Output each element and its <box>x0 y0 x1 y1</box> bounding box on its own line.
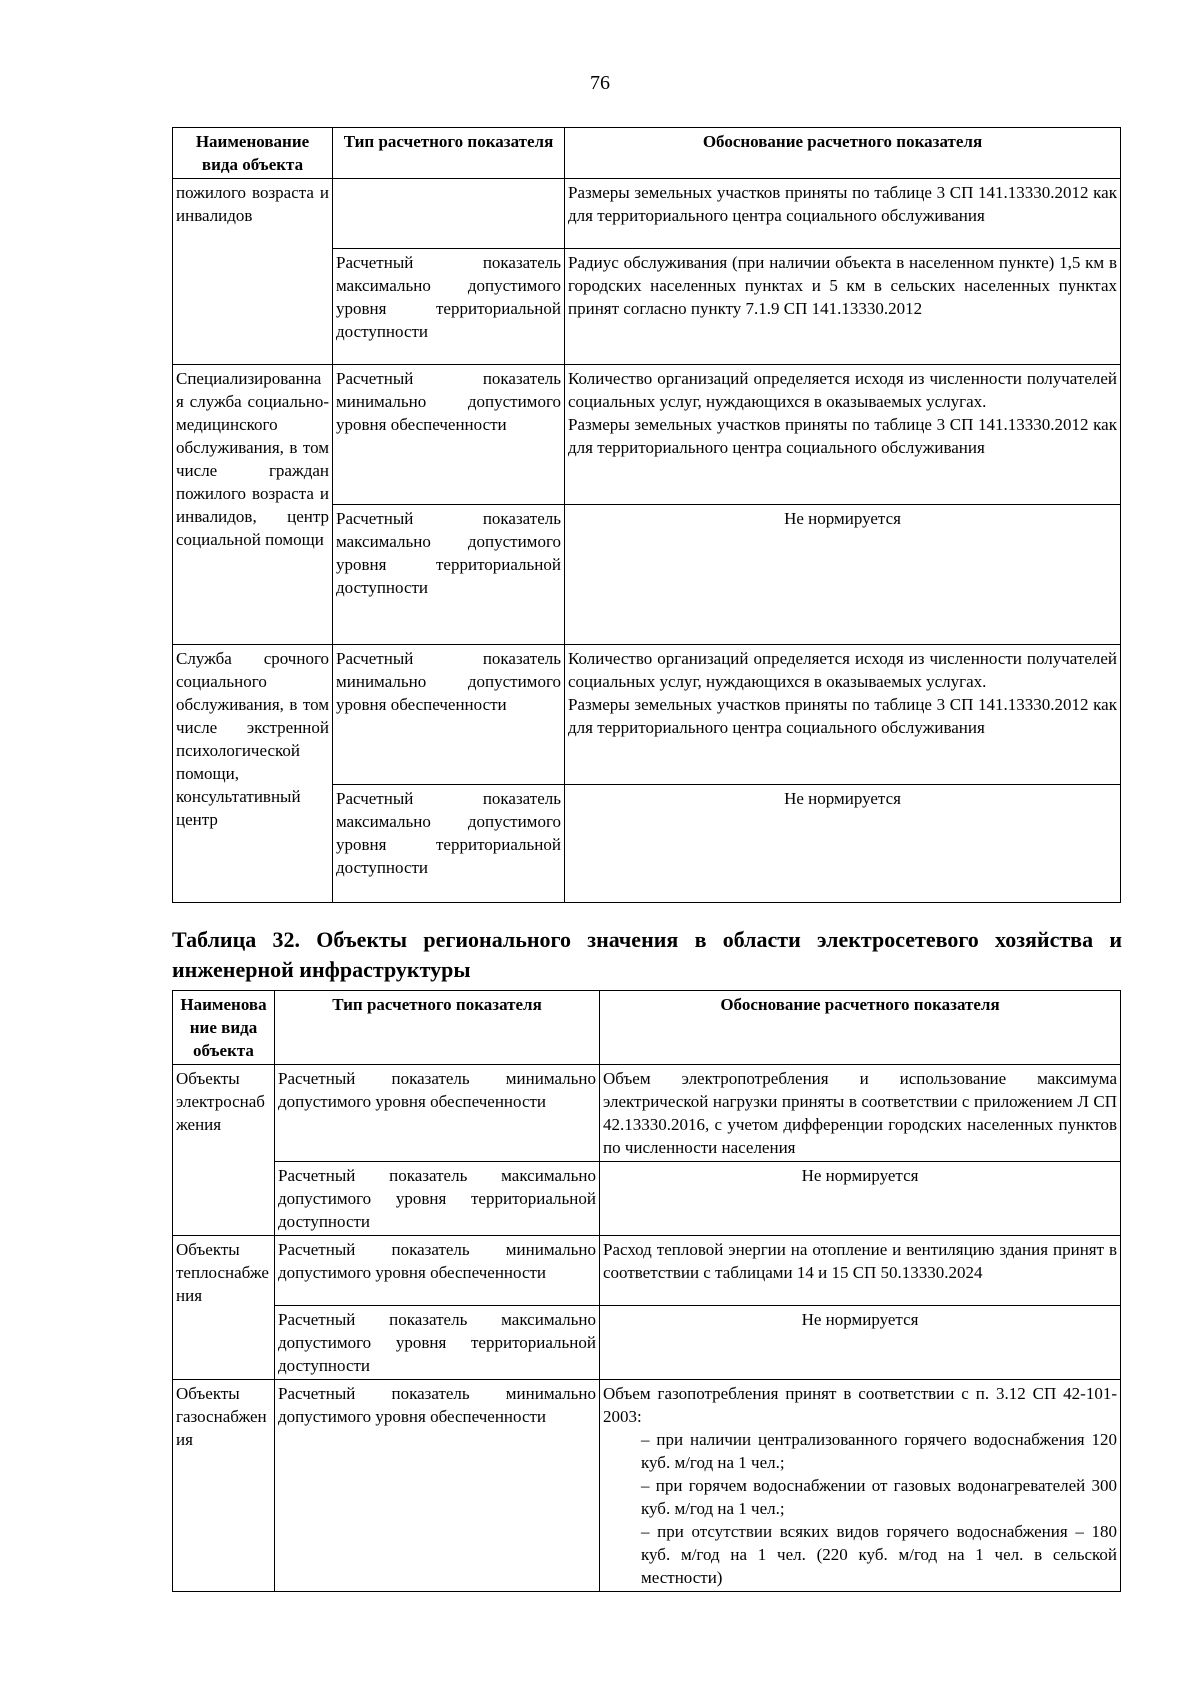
table-row <box>173 1380 1121 1592</box>
table-row <box>173 1162 1121 1236</box>
column-header-object-name: Наименование вида объекта <box>173 128 333 179</box>
indicator-type-cell: Расчетный показатель максимально допустимого уровня территориальной доступности <box>275 1306 600 1380</box>
justification-intro: Объем газопотребления принят в соответствии с п. 3.12 СП 42-101-2003: <box>603 1384 1117 1426</box>
list-item: – при наличии централизованного горячего водоснабжения 120 куб. м/год на 1 чел.; <box>641 1430 1117 1472</box>
justification-cell: Не нормируется <box>565 505 1121 645</box>
table-header-row <box>173 991 1121 1065</box>
table-row <box>173 365 1121 505</box>
indicator-type-cell: Расчетный показатель минимально допустимого уровня обеспеченности <box>333 365 565 505</box>
indicator-type-cell: Расчетный показатель максимально допустимого уровня территориальной доступности <box>333 249 565 365</box>
table-row <box>173 645 1121 785</box>
table-row <box>173 1065 1121 1162</box>
object-name-cell: Объекты газоснабжения <box>173 1380 275 1592</box>
indicator-type-cell: Расчетный показатель минимально допустимого уровня обеспеченности <box>333 645 565 785</box>
table-row <box>173 1306 1121 1380</box>
justification-paragraph: Количество организаций определяется исходя из численности получателей социальных услуг, нуждающихся в оказываемых услугах. <box>568 649 1117 691</box>
object-name-cell: пожилого возраста и инвалидов <box>173 179 333 365</box>
table-social-services <box>172 127 1121 903</box>
indicator-type-cell: Расчетный показатель минимально допустимого уровня обеспеченности <box>275 1065 600 1162</box>
justification-cell <box>565 365 1121 505</box>
justification-cell: Не нормируется <box>565 785 1121 903</box>
list-item: – при горячем водоснабжении от газовых водонагревателей 300 куб. м/год на 1 чел.; <box>641 1476 1117 1518</box>
indicator-type-cell: Расчетный показатель минимально допустимого уровня обеспеченности <box>275 1380 600 1592</box>
justification-cell: Не нормируется <box>600 1162 1121 1236</box>
justification-cell: Размеры земельных участков приняты по таблице 3 СП 141.13330.2012 как для территориального центра социального обслуживания <box>565 179 1121 249</box>
object-name-cell: Объекты электроснабжения <box>173 1065 275 1236</box>
justification-cell: Не нормируется <box>600 1306 1121 1380</box>
table-engineering-infrastructure <box>172 990 1121 1592</box>
justification-cell: Радиус обслуживания (при наличии объекта в населенном пункте) 1,5 км в городских населенных пунктах и 5 км в сельских населенных пунктах принят согласно пункту 7.1.9 СП 141.13330.2012 <box>565 249 1121 365</box>
column-header-indicator-type: Тип расчетного показателя <box>333 128 565 179</box>
table-row <box>173 179 1121 249</box>
justification-paragraph: Размеры земельных участков приняты по таблице 3 СП 141.13330.2012 как для территориального центра социального обслуживания <box>568 415 1117 457</box>
justification-cell <box>600 1380 1121 1592</box>
indicator-type-cell: Расчетный показатель максимально допустимого уровня территориальной доступности <box>275 1162 600 1236</box>
column-header-indicator-type: Тип расчетного показателя <box>275 991 600 1065</box>
indicator-type-cell: Расчетный показатель максимально допустимого уровня территориальной доступности <box>333 505 565 645</box>
table-row <box>173 1236 1121 1306</box>
indicator-type-cell: Расчетный показатель минимально допустимого уровня обеспеченности <box>275 1236 600 1306</box>
indicator-type-cell <box>333 179 565 249</box>
column-header-object-name: Наименование вида объекта <box>173 991 275 1065</box>
justification-paragraph: Размеры земельных участков приняты по таблице 3 СП 141.13330.2012 как для территориального центра социального обслуживания <box>568 695 1117 737</box>
indicator-type-cell: Расчетный показатель максимально допустимого уровня территориальной доступности <box>333 785 565 903</box>
page-number: 76 <box>590 72 610 94</box>
object-name-cell: Объекты теплоснабжения <box>173 1236 275 1380</box>
object-name-cell: Служба срочного социального обслуживания, в том числе экстренной психологической помощи, консультативный центр <box>173 645 333 903</box>
justification-cell: Расход тепловой энергии на отопление и вентиляцию здания принят в соответствии с таблицами 14 и 15 СП 50.13330.2024 <box>600 1236 1121 1306</box>
table-header-row <box>173 128 1121 179</box>
column-header-justification: Обоснование расчетного показателя <box>600 991 1121 1065</box>
justification-cell: Объем электропотребления и использование максимума электрической нагрузки приняты в соответствии с приложением Л СП 42.13330.2016, с учетом дифференции городских населенных пунктов по численности населения <box>600 1065 1121 1162</box>
justification-paragraph: Количество организаций определяется исходя из численности получателей социальных услуг, нуждающихся в оказываемых услугах. <box>568 369 1117 411</box>
table-caption: Таблица 32. Объекты регионального значения в области электросетевого хозяйства и инженерной инфраструктуры <box>172 927 1122 982</box>
column-header-justification: Обоснование расчетного показателя <box>565 128 1121 179</box>
list-item: – при отсутствии всяких видов горячего водоснабжения – 180 куб. м/год на 1 чел. (220 куб. м/год на 1 чел. в сельской местности) <box>641 1522 1117 1587</box>
object-name-cell: Специализированная служба социально-медицинского обслуживания, в том числе граждан пожилого возраста и инвалидов, центр социальной помощи <box>173 365 333 645</box>
justification-cell <box>565 645 1121 785</box>
